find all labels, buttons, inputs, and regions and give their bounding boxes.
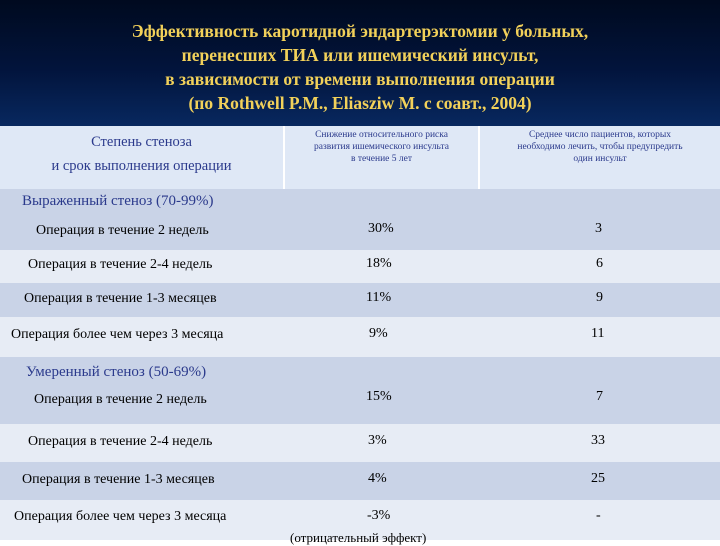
header-left-line-2: и срок выполнения операции	[51, 158, 232, 174]
row-label: Операция в течение 1-3 месяцев	[24, 291, 217, 306]
table-row	[0, 250, 720, 283]
row-rrr: 11%	[366, 290, 392, 305]
section-label-severe: Выраженный стеноз (70-99%)	[22, 193, 214, 209]
title-line-1: Эффективность каротидной эндартерэктомии у больных,	[131, 21, 589, 41]
row-label: Операция в течение 2-4 недель	[28, 434, 213, 449]
row-nnt: 25	[591, 471, 605, 486]
row-rrr: 18%	[366, 256, 392, 271]
row-rrr: 3%	[368, 433, 387, 448]
row-label: Операция более чем через 3 месяца	[11, 327, 224, 342]
title-banner	[0, 0, 720, 126]
header-left-line-1: Степень стеноза	[91, 134, 192, 150]
table-row	[0, 357, 720, 424]
row-nnt: 11	[591, 326, 605, 341]
header-mid-line-3: в течение 5 лет	[351, 154, 412, 164]
row-rrr: 4%	[368, 471, 387, 486]
row-nnt: 6	[596, 256, 603, 271]
row-rrr: 9%	[369, 326, 388, 341]
table-row	[0, 317, 720, 357]
header-right-line-1: Среднее число пациентов, которых	[528, 130, 672, 140]
header-mid-line-1: Снижение относительного риска	[315, 130, 448, 140]
header-mid-line-2: развития ишемического инсульта	[314, 142, 449, 152]
header-stenosis-term	[0, 126, 283, 189]
row-nnt: 7	[596, 389, 603, 404]
negative-effect-note: (отрицательный эффект)	[290, 530, 427, 545]
row-label: Операция в течение 2-4 недель	[28, 257, 213, 272]
row-label: Операция в течение 2 недель	[36, 223, 209, 238]
title-line-4: (по Rothwell P.M., Eliasziw M. с соавт., 2004)	[188, 93, 532, 113]
table-row	[0, 189, 720, 250]
row-nnt: -	[596, 508, 601, 523]
row-rrr: 30%	[368, 221, 394, 236]
row-label: Операция более чем через 3 месяца	[14, 509, 227, 524]
header-right-line-3: один инсульт	[573, 154, 627, 164]
table-row	[0, 462, 720, 500]
table-row	[0, 500, 720, 545]
header-right-line-2: необходимо лечить, чтобы предупредить	[517, 142, 683, 152]
table-row	[0, 283, 720, 317]
row-nnt: 33	[591, 433, 605, 448]
efficacy-table	[0, 126, 720, 545]
table-row	[0, 424, 720, 462]
title-line-3: в зависимости от времени выполнения операции	[165, 69, 555, 89]
row-nnt: 3	[595, 221, 602, 236]
section-label-moderate: Умеренный стеноз (50-69%)	[26, 364, 207, 380]
row-label: Операция в течение 1-3 месяцев	[22, 472, 215, 487]
title-line-2: перенесших ТИА или ишемический инсульт,	[181, 45, 539, 65]
header-risk-reduction	[285, 126, 478, 189]
row-nnt: 9	[596, 290, 603, 305]
header-nnt	[480, 126, 720, 189]
row-rrr: 15%	[366, 389, 392, 404]
row-label: Операция в течение 2 недель	[34, 392, 207, 407]
row-rrr: -3%	[367, 508, 391, 523]
